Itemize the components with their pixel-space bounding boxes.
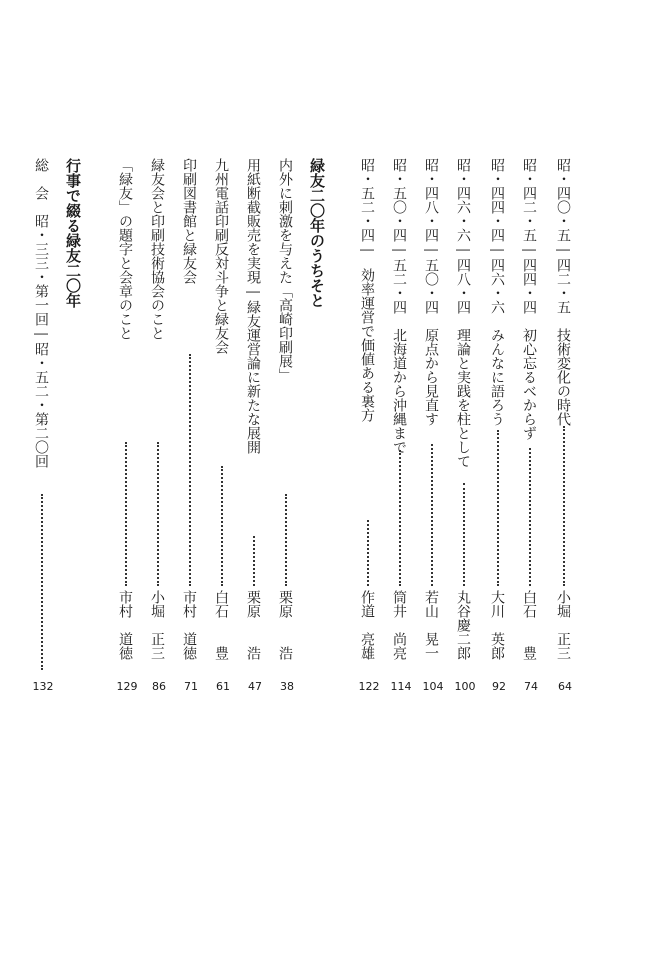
toc-entry: [452, 158, 478, 698]
entry-page: 47: [248, 680, 262, 693]
section-heading-text: 行事で綴る緑友二〇年: [64, 158, 82, 308]
entry-author: 市村 道徳: [117, 590, 133, 660]
entry-title: 印刷図書館と緑友会: [181, 158, 197, 284]
entry-page: 38: [280, 680, 294, 693]
entry-author: 市村 道徳: [181, 590, 197, 660]
entry-page: 86: [152, 680, 166, 693]
entry-page: 71: [184, 680, 198, 693]
entry-page: 100: [454, 680, 476, 693]
entry-era-title: 昭・四八・四―五〇・四 原点から見直す: [423, 158, 439, 426]
entry-page: 129: [116, 680, 138, 693]
toc-entry: [114, 158, 140, 698]
entry-era-title: 昭・四六・六―四八・四 理論と実践を柱として: [455, 158, 471, 468]
entry-author: 白石 豊: [213, 590, 229, 660]
section-heading-text: 緑友二〇年のうちそと: [308, 158, 326, 308]
dot-leader: [157, 442, 159, 586]
entry-author: 大川 英郎: [489, 590, 505, 660]
toc-entry: [552, 158, 578, 698]
entry-page: 74: [524, 680, 538, 693]
entry-page: 64: [558, 680, 572, 693]
toc-entry: [356, 158, 382, 698]
entry-era: 昭・五二・四―: [359, 158, 375, 258]
toc-entry: [388, 158, 414, 698]
toc-entry: [242, 158, 268, 698]
toc-entry: [178, 158, 204, 698]
entry-author: 小堀 正三: [555, 590, 571, 660]
dot-leader: [285, 494, 287, 586]
entry-author: 筒井 尚亮: [391, 590, 407, 660]
entry-title: 効率運営で価値ある裏方: [359, 268, 375, 422]
entry-page: 104: [422, 680, 444, 693]
dot-leader: [497, 430, 499, 586]
entry-era-title: 昭・四四・四―四六・六 みんなに語ろう: [489, 158, 505, 426]
entry-author: 白石 豊: [521, 590, 537, 660]
entry-era-title: 昭・四二・五―四四・四 初心忘るべからず: [521, 158, 537, 440]
dot-leader: [253, 536, 255, 586]
entry-page: 114: [390, 680, 412, 693]
entry-title: 総 会 昭・三三・第一回―昭・五二・第二〇回: [33, 158, 49, 468]
toc-entry: [486, 158, 512, 698]
entry-author: 小堀 正三: [149, 590, 165, 660]
entry-era-title: 昭・四〇・五―四二・五 技術変化の時代: [555, 158, 571, 426]
section-heading: [306, 158, 332, 698]
entry-page: 92: [492, 680, 506, 693]
dot-leader: [399, 450, 401, 586]
entry-author: 若山 晃一: [423, 590, 439, 660]
entry-page: 61: [216, 680, 230, 693]
dot-leader: [189, 354, 191, 586]
entry-page: 132: [32, 680, 54, 693]
entry-title: 緑友会と印刷技術協会のこと: [149, 158, 165, 340]
dot-leader: [41, 494, 43, 670]
dot-leader: [463, 483, 465, 586]
entry-era-title: 昭・五〇・四―五二・四 北海道から沖縄まで: [391, 158, 407, 454]
toc-entry: [210, 158, 236, 698]
dot-leader: [563, 426, 565, 586]
dot-leader: [221, 466, 223, 586]
toc-entry: [146, 158, 172, 698]
entry-author: 丸谷慶二郎: [455, 590, 471, 660]
entry-author: 栗原 浩: [245, 590, 261, 660]
section-heading: [62, 158, 88, 698]
entry-title: 用紙断截販売を実現―緑友運営論に新たな展開: [245, 158, 261, 454]
toc-entry: [274, 158, 300, 698]
entry-title: 「緑友」の題字と会章のこと: [117, 158, 133, 340]
dot-leader: [367, 520, 369, 586]
entry-author: 作道 亮雄: [359, 590, 375, 660]
dot-leader: [125, 442, 127, 586]
entry-title: 内外に刺激を与えた「高崎印刷展」: [277, 158, 293, 382]
entry-page: 122: [358, 680, 380, 693]
toc-entry: [420, 158, 446, 698]
entry-author: 栗原 浩: [277, 590, 293, 660]
toc-entry: [518, 158, 544, 698]
dot-leader: [431, 444, 433, 586]
dot-leader: [529, 448, 531, 586]
entry-title: 九州電話印刷反対斗争と緑友会: [213, 158, 229, 354]
toc-entry: [30, 158, 56, 698]
